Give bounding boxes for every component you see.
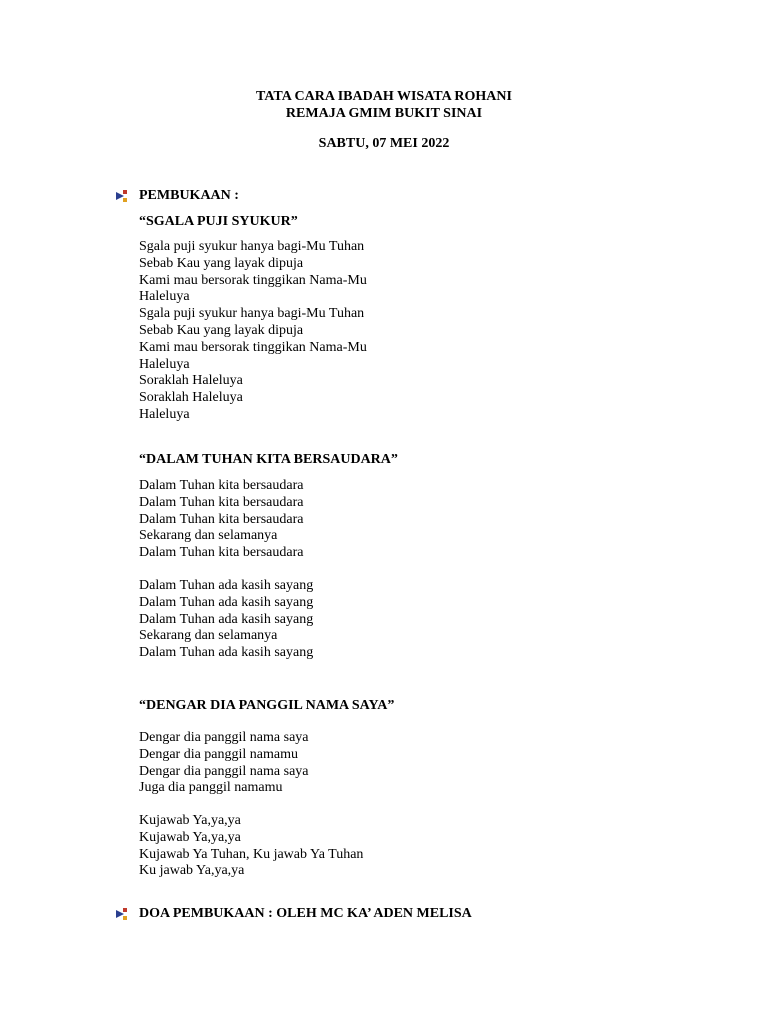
song-verse — [139, 730, 309, 797]
lyric-line: Kujawab Ya,ya,ya — [139, 829, 241, 845]
lyric-line: Dalam Tuhan ada kasih sayang — [139, 578, 314, 593]
lyric-line: Soraklah Haleluya — [139, 373, 243, 389]
song-verse — [139, 578, 313, 662]
song-title: “SGALA PUJI SYUKUR” — [139, 214, 298, 229]
lyric-line: Dengar dia panggil namamu — [139, 746, 299, 762]
lyric-line: Dalam Tuhan kita bersaudara — [139, 478, 304, 493]
lyric-line: Ku jawab Ya,ya,ya — [139, 863, 245, 879]
lyric-line: Soraklah Haleluya — [139, 390, 243, 406]
lyric-line: Kujawab Ya Tuhan, Ku jawab Ya Tuhan — [139, 846, 364, 862]
lyric-line: Kami mau bersorak tinggikan Nama-Mu — [139, 339, 367, 355]
lyric-line: Kujawab Ya,ya,ya — [139, 813, 241, 828]
document-header — [0, 88, 768, 152]
lyric-line: Sebab Kau yang layak dipuja — [139, 322, 304, 338]
lyric-line: Sekarang dan selamanya — [139, 528, 278, 544]
lyric-line: Sekarang dan selamanya — [139, 628, 278, 644]
lyric-line: Dalam Tuhan kita bersaudara — [139, 511, 304, 527]
arrow-bullet-icon — [116, 908, 128, 920]
header-date: SABTU, 07 MEI 2022 — [318, 136, 450, 151]
lyric-line: Sebab Kau yang layak dipuja — [139, 255, 304, 271]
lyric-line: Dalam Tuhan ada kasih sayang — [139, 594, 314, 610]
section-prayer-label: DOA PEMBUKAAN : OLEH MC KA’ ADEN MELISA — [139, 906, 472, 921]
header-subtitle: REMAJA GMIM BUKIT SINAI — [285, 106, 483, 121]
song-verse — [139, 478, 303, 562]
header-title: TATA CARA IBADAH WISATA ROHANI — [256, 89, 512, 104]
section-opening — [116, 187, 239, 204]
lyric-line: Haleluya — [139, 406, 190, 422]
lyric-line: Dengar dia panggil nama saya — [139, 730, 309, 745]
section-prayer — [116, 905, 472, 922]
lyric-line: Dalam Tuhan kita bersaudara — [139, 494, 304, 510]
arrow-bullet-icon — [116, 190, 128, 202]
song-title: “DENGAR DIA PANGGIL NAMA SAYA” — [139, 698, 395, 713]
lyric-line: Sgala puji syukur hanya bagi-Mu Tuhan — [139, 239, 365, 254]
lyric-line: Sgala puji syukur hanya bagi-Mu Tuhan — [139, 306, 365, 322]
lyric-line: Dalam Tuhan kita bersaudara — [139, 545, 304, 561]
lyric-line: Dengar dia panggil nama saya — [139, 763, 309, 779]
lyric-line: Haleluya — [139, 356, 190, 372]
song-verse — [139, 239, 367, 424]
lyric-line: Kami mau bersorak tinggikan Nama-Mu — [139, 272, 367, 288]
lyric-line: Haleluya — [139, 289, 190, 305]
lyric-line: Juga dia panggil namamu — [139, 780, 283, 796]
section-opening-label: PEMBUKAAN : — [139, 188, 239, 203]
song-title: “DALAM TUHAN KITA BERSAUDARA” — [139, 452, 398, 467]
song-verse — [139, 813, 363, 880]
lyric-line: Dalam Tuhan ada kasih sayang — [139, 611, 314, 627]
lyric-line: Dalam Tuhan ada kasih sayang — [139, 645, 314, 661]
